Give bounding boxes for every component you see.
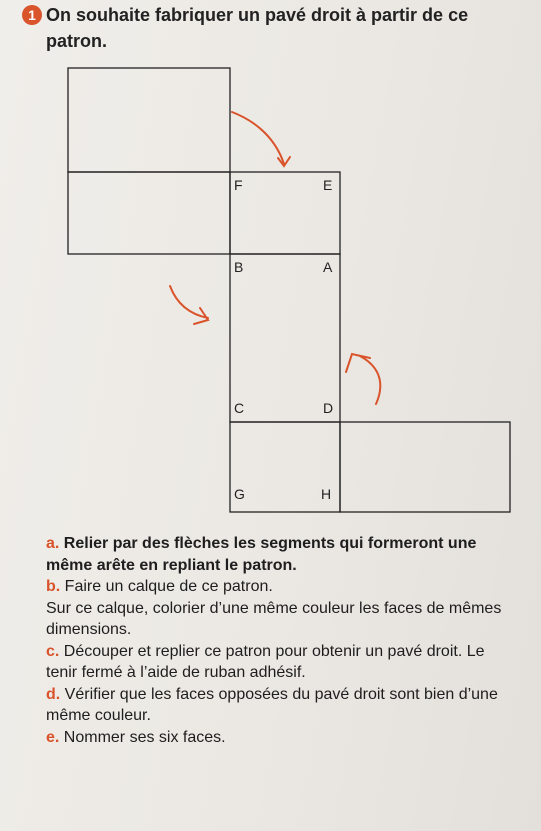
vertex-label-H: H	[321, 486, 332, 502]
instruction-b: b. Faire un calque de ce patron.	[46, 578, 273, 595]
net-face-BACD	[230, 254, 340, 422]
vertex-label-D: D	[323, 400, 334, 416]
vertex-label-G: G	[234, 486, 245, 502]
vertex-label-C: C	[234, 400, 245, 416]
instructions-block	[46, 533, 516, 748]
net-face-left	[68, 172, 230, 254]
instruction-a: a. Relier par des flèches les segments qui formeront une même arête en repliant le patron.	[46, 535, 477, 574]
net-face-top-left	[68, 68, 230, 172]
vertex-label-B: B	[234, 259, 244, 275]
exercise-title-text: On souhaite fabriquer un pavé droit à partir de ce patron.	[46, 5, 469, 51]
instruction-b-continued: Sur ce calque, colorier d’une même couleur les faces de mêmes dimensions.	[46, 599, 502, 638]
fold-arrow-3-head	[346, 354, 370, 372]
instruction-d: d. Vérifier que les faces opposées du pavé droit sont bien d’une même couleur.	[46, 685, 498, 724]
instruction-e: e. Nommer ses six faces.	[46, 728, 226, 746]
net-face-right	[340, 422, 510, 512]
vertex-label-A: A	[323, 259, 333, 275]
fold-arrow-1	[232, 112, 284, 164]
instruction-c: c. Découper et replier ce patron pour obtenir un pavé droit. Le tenir fermé à l’aide de ruban adhésif.	[46, 642, 485, 681]
vertex-label-E: E	[323, 177, 333, 193]
fold-arrow-3	[360, 356, 380, 404]
vertex-label-F: F	[234, 177, 243, 193]
exercise-number-badge: 1	[22, 5, 42, 25]
